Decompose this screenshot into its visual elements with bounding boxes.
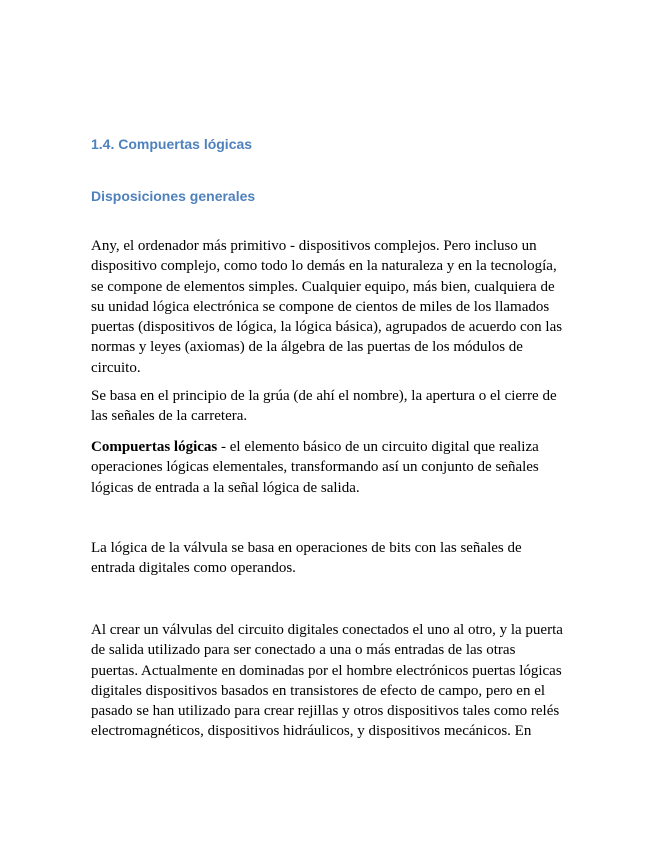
text-line: circuito. <box>91 359 141 376</box>
text-line: dispositivo complejo, como todo lo demás en la naturaleza y en la tecnología, <box>91 258 557 275</box>
text-line: digitales dispositivos basados en transistores de efecto de campo, pero en el <box>91 682 546 699</box>
text-line <box>91 437 571 457</box>
text-line: puertas (dispositivos de lógica, la lógica básica), agrupados de acuerdo con las <box>91 319 563 336</box>
text-line: electromagnéticos, dispositivos hidráulicos, y dispositivos mecánicos. En <box>91 723 532 740</box>
paragraph-definition <box>91 437 571 498</box>
text-line: Se basa en el principio de la grúa (de ahí el nombre), la apertura o el cierre de <box>91 388 557 404</box>
paragraph-circuits <box>91 620 571 742</box>
subsection-heading: Disposiciones generales <box>91 188 256 204</box>
text-line: las señales de la carretera. <box>91 408 248 425</box>
text-line: pasado se han utilizado para crear rejillas y otros dispositivos tales como relés <box>91 703 560 720</box>
text-line: su unidad lógica electrónica se compone de cientos de miles de los llamados <box>91 298 550 315</box>
section-heading: 1.4. Compuertas lógicas <box>91 136 253 152</box>
text-line: Al crear un válvulas del circuito digitales conectados el uno al otro, y la puerta <box>91 622 563 638</box>
paragraph-valve-logic <box>91 538 571 579</box>
text-line: normas y leyes (axiomas) de la álgebra de las puertas de los módulos de <box>91 339 523 356</box>
text-line: lógicas de entrada a la señal lógica de salida. <box>91 479 360 496</box>
text-line: de salida utilizado para ser conectado a una o más entradas de las otras <box>91 642 516 659</box>
paragraph-intro <box>91 236 571 378</box>
paragraph-principle <box>91 386 571 427</box>
text-line: entrada digitales como operandos. <box>91 560 296 577</box>
text-line: Any, el ordenador más primitivo - dispositivos complejos. Pero incluso un <box>91 238 537 254</box>
text-line: se compone de elementos simples. Cualquier equipo, más bien, cualquiera de <box>91 278 555 295</box>
text-line: La lógica de la válvula se basa en operaciones de bits con las señales de <box>91 540 522 556</box>
definition-text: - el elemento básico de un circuito digital que realiza <box>217 439 539 455</box>
term-bold: Compuertas lógicas <box>91 439 218 455</box>
text-line: puertas. Actualmente en dominadas por el hombre electrónicos puertas lógicas <box>91 662 562 679</box>
text-line: operaciones lógicas elementales, transformando así un conjunto de señales <box>91 459 539 476</box>
